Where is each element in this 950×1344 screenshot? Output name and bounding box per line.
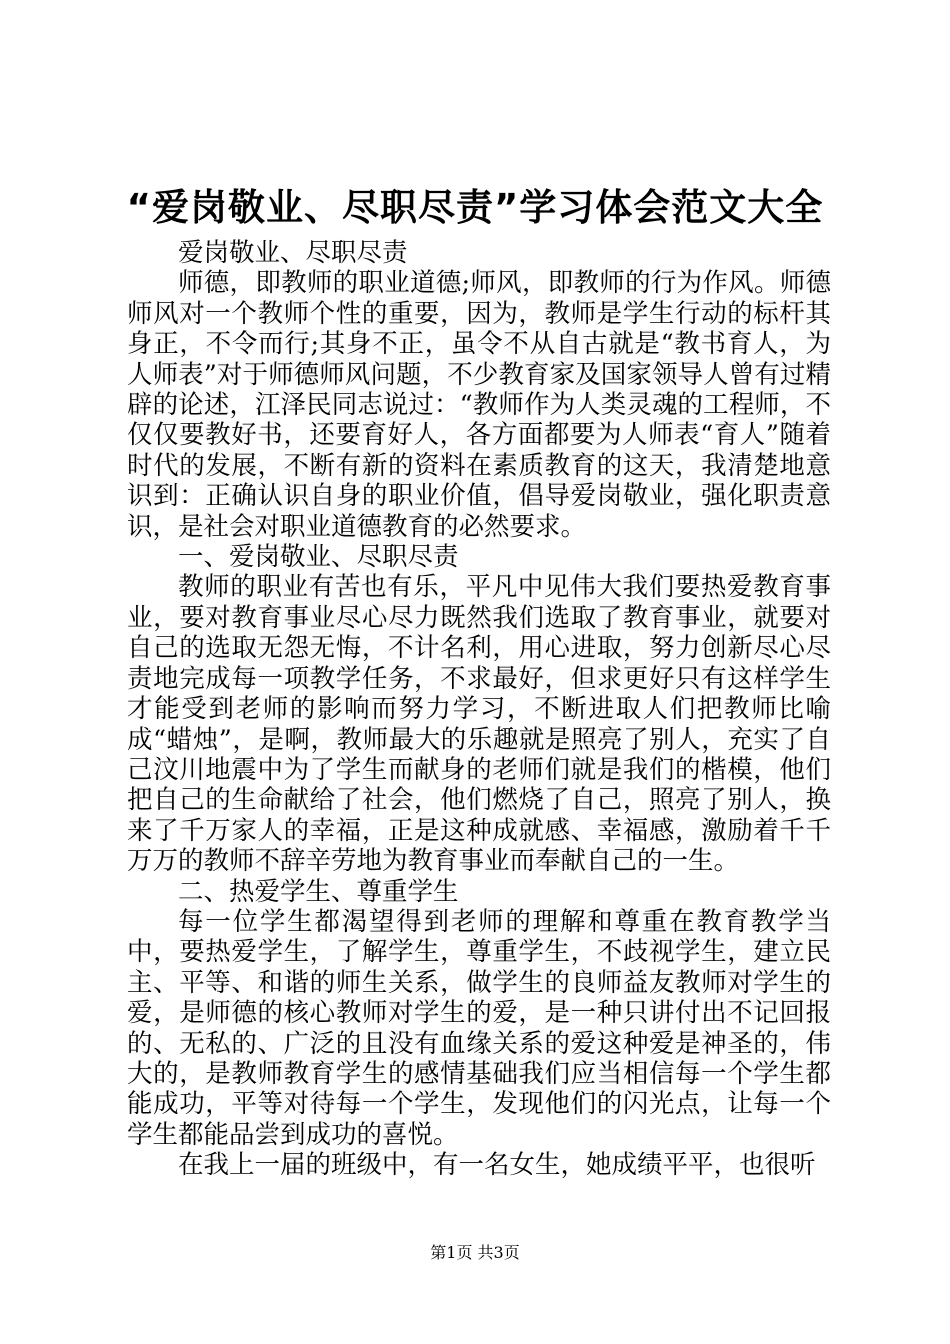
- section-heading: 二、热爱学生、尊重学生: [178, 876, 459, 907]
- section-heading: 一、爱岗敬业、尽职尽责: [178, 542, 459, 573]
- paragraph: 教师的职业有苦也有乐，平凡中见伟大我们要热爱教育事业，要对教育事业尽心尽力既然我们选取了教育事业，就要对自己的选取无怨无悔，不计名利，用心进取，努力创新尽心尽责地完成每一项教学任务，不求最好，但求更好只有这样学生才能受到老师的影响而努力学习，不断进取人们把教师比喻成“蜡烛”，是啊，教师最大的乐趣就是照亮了别人，充实了自己汶川地震中为了学生而献身的老师们就是我们的楷模，他们把自己的生命献给了社会，他们燃烧了自己，照亮了别人，换来了千万家人的幸福，正是这种成就感、幸福感，激励着千千万万的教师不辞辛劳地为教育事业而奉献自己的一生。: [127, 572, 831, 877]
- paragraph: 在我上一届的班级中，有一名女生，她成绩平平，也很听: [178, 1150, 816, 1181]
- paragraph: 师德，即教师的职业道德;师风，即教师的行为作风。师德师风对一个教师个性的重要，因为，教师是学生行动的标杆其身正，不令而行;其身不正，虽令不从自古就是“教书育人，为人师表”对于师德师风问题，不少教育家及国家领导人曾有过精辟的论述，江泽民同志说过：“教师作为人类灵魂的工程师，不仅仅要教好书，还要育好人，各方面都要为人师表“育人”随着时代的发展，不断有新的资料在素质教育的这天，我清楚地意识到：正确认识自身的职业价值，倡导爱岗敬业，强化职责意识，是社会对职业道德教育的必然要求。: [127, 268, 831, 542]
- document-body: [127, 238, 831, 1181]
- page-number: 第1页 共3页: [430, 1243, 520, 1262]
- page-title: “爱岗敬业、尽职尽责”学习体会范文大全: [126, 186, 824, 229]
- paragraph: 每一位学生都渴望得到老师的理解和尊重在教育教学当中，要热爱学生，了解学生，尊重学生，不歧视学生，建立民主、平等、和谐的师生关系，做学生的良师益友教师对学生的爱，是师德的核心教师对学生的爱，是一种只讲付出不记回报的、无私的、广泛的且没有血缘关系的爱这种爱是神圣的，伟大的，是教师教育学生的感情基础我们应当相信每一个学生都能成功，平等对待每一个学生，发现他们的闪光点，让每一个学生都能品尝到成功的喜悦。: [127, 906, 831, 1150]
- paragraph: 爱岗敬业、尽职尽责: [178, 238, 408, 268]
